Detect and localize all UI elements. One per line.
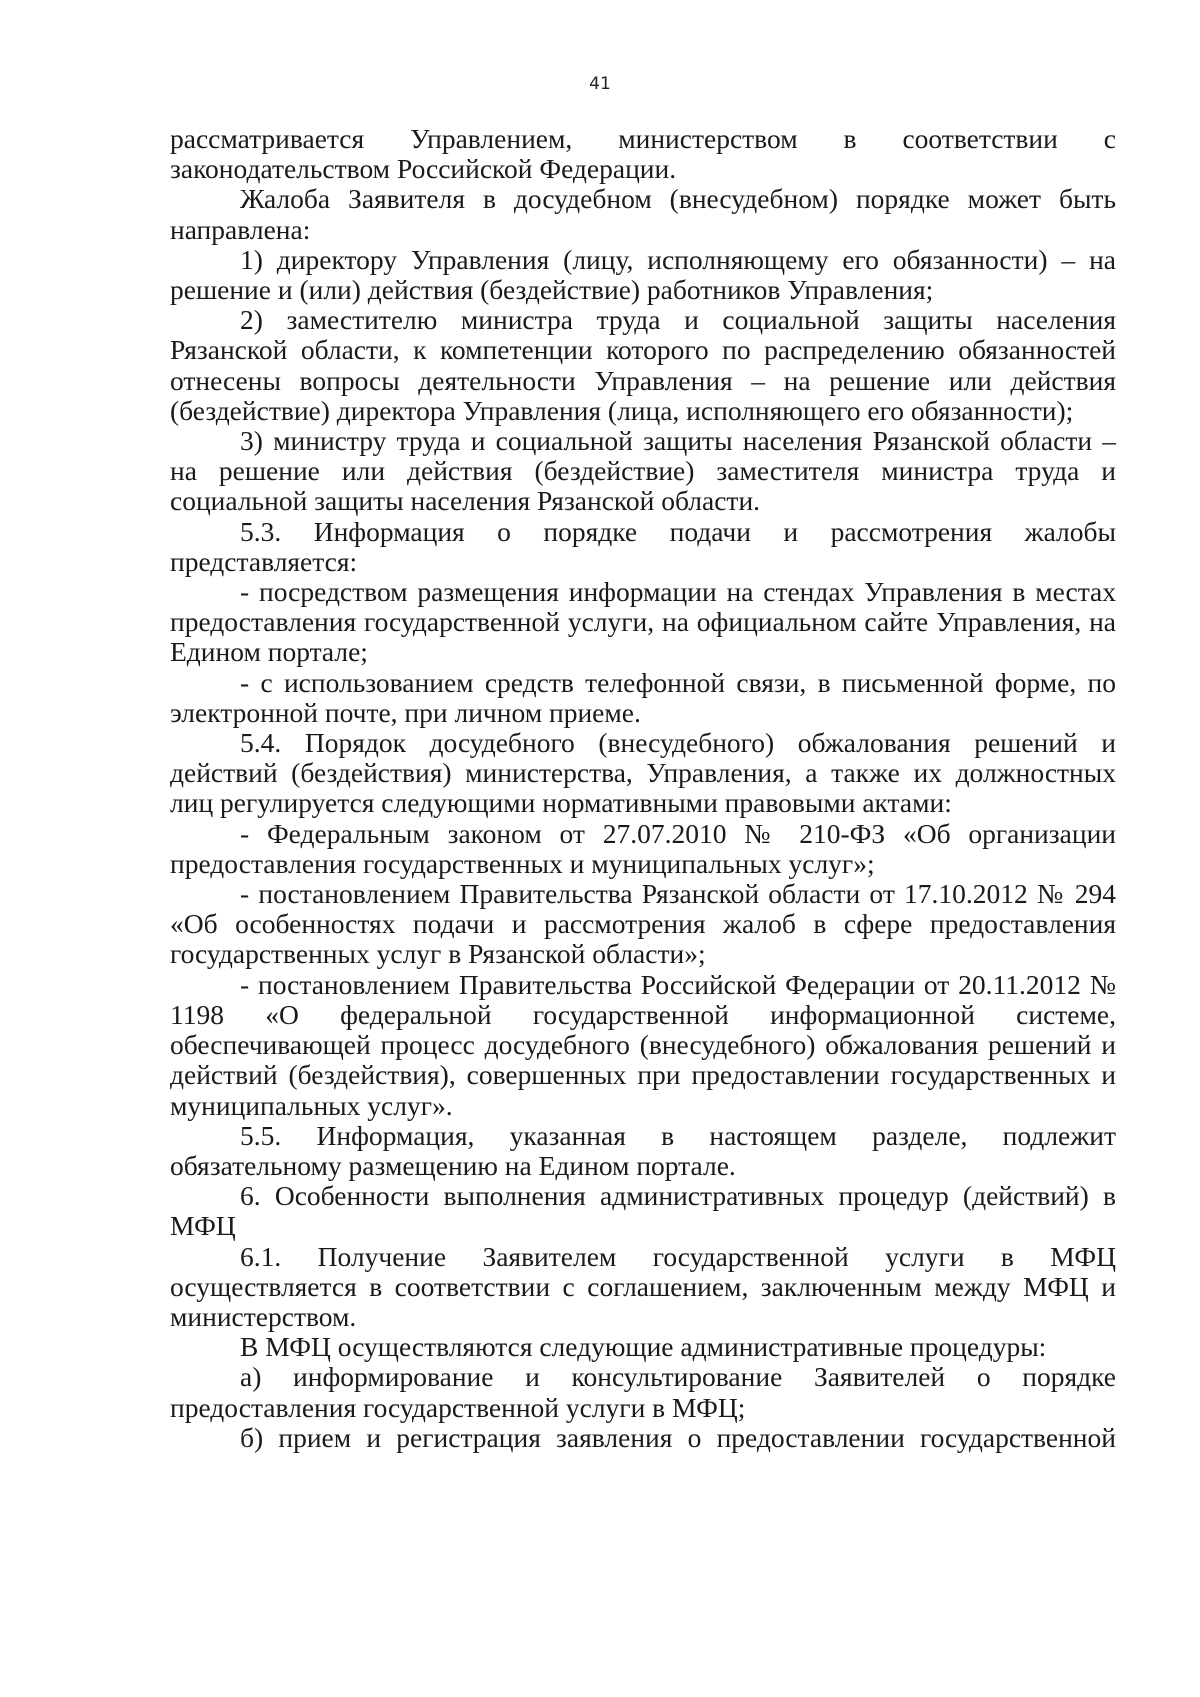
paragraph: 1) директору Управления (лицу, исполняющему его обязанности) – на решение и (или) действия (бездействие) работников Управления;: [170, 243, 1116, 306]
document-body: [170, 124, 1116, 1453]
paragraph: б) прием и регистрация заявления о предоставлении государственной: [240, 1421, 1116, 1453]
paragraph: рассматривается Управлением, министерством в соответствии с законодательством Российской Федерации.: [170, 123, 1116, 185]
page-number: 41: [589, 74, 611, 94]
paragraph: 5.3. Информация о порядке подачи и рассмотрения жалобы представляется:: [170, 515, 1116, 577]
paragraph: - с использованием средств телефонной связи, в письменной форме, по электронной почте, при личном приеме.: [170, 666, 1116, 728]
paragraph: В МФЦ осуществляются следующие административные процедуры:: [240, 1331, 1047, 1363]
paragraph: 6. Особенности выполнения административных процедур (действий) в МФЦ: [170, 1180, 1116, 1242]
paragraph: а) информирование и консультирование Заявителей о порядке предоставления государственной услуги в МФЦ;: [170, 1361, 1116, 1423]
paragraph: Жалоба Заявителя в досудебном (внесудебном) порядке может быть направлена:: [170, 183, 1116, 245]
paragraph: 5.5. Информация, указанная в настоящем разделе, подлежит обязательному размещению на Едином портале.: [170, 1119, 1116, 1181]
paragraph: - постановлением Правительства Российской Федерации от 20.11.2012 № 1198 «О федеральной государственной информационной системе, обеспечивающей процесс досудебного (внесудебного) обжалования решений и действий (бездействия), совершенных при предоставлении государственных и муниципальных услуг».: [170, 968, 1116, 1121]
paragraph: 3) министру труда и социальной защиты населения Рязанской области – на решение или действия (бездействие) заместителя министра труда и социальной защиты населения Рязанской области.: [170, 425, 1116, 517]
paragraph: - постановлением Правительства Рязанской области от 17.10.2012 № 294 «Об особенностях подачи и рассмотрения жалоб в сфере предоставления государственных услуг в Рязанской области»;: [170, 878, 1116, 970]
paragraph: - посредством размещения информации на стендах Управления в местах предоставления государственной услуги, на официальном сайте Управления, на Едином портале;: [170, 576, 1116, 668]
paragraph: 2) заместителю министра труда и социальной защиты населения Рязанской области, к компетенции которого по распределению обязанностей отнесены вопросы деятельности Управления – на решение или действия (бездействие) директора Управления (лица, исполняющего его обязанности);: [170, 304, 1116, 426]
paragraph: 6.1. Получение Заявителем государственной услуги в МФЦ осуществляется в соответствии с соглашением, заключенным между МФЦ и министерством.: [170, 1240, 1116, 1332]
paragraph: 5.4. Порядок досудебного (внесудебного) обжалования решений и действий (бездействия) министерства, Управления, а также их должностных лиц регулируется следующими нормативными правовыми актами:: [170, 727, 1116, 819]
paragraph: - Федеральным законом от 27.07.2010 № 210-ФЗ «Об организации предоставления государственных и муниципальных услуг»;: [170, 817, 1116, 879]
